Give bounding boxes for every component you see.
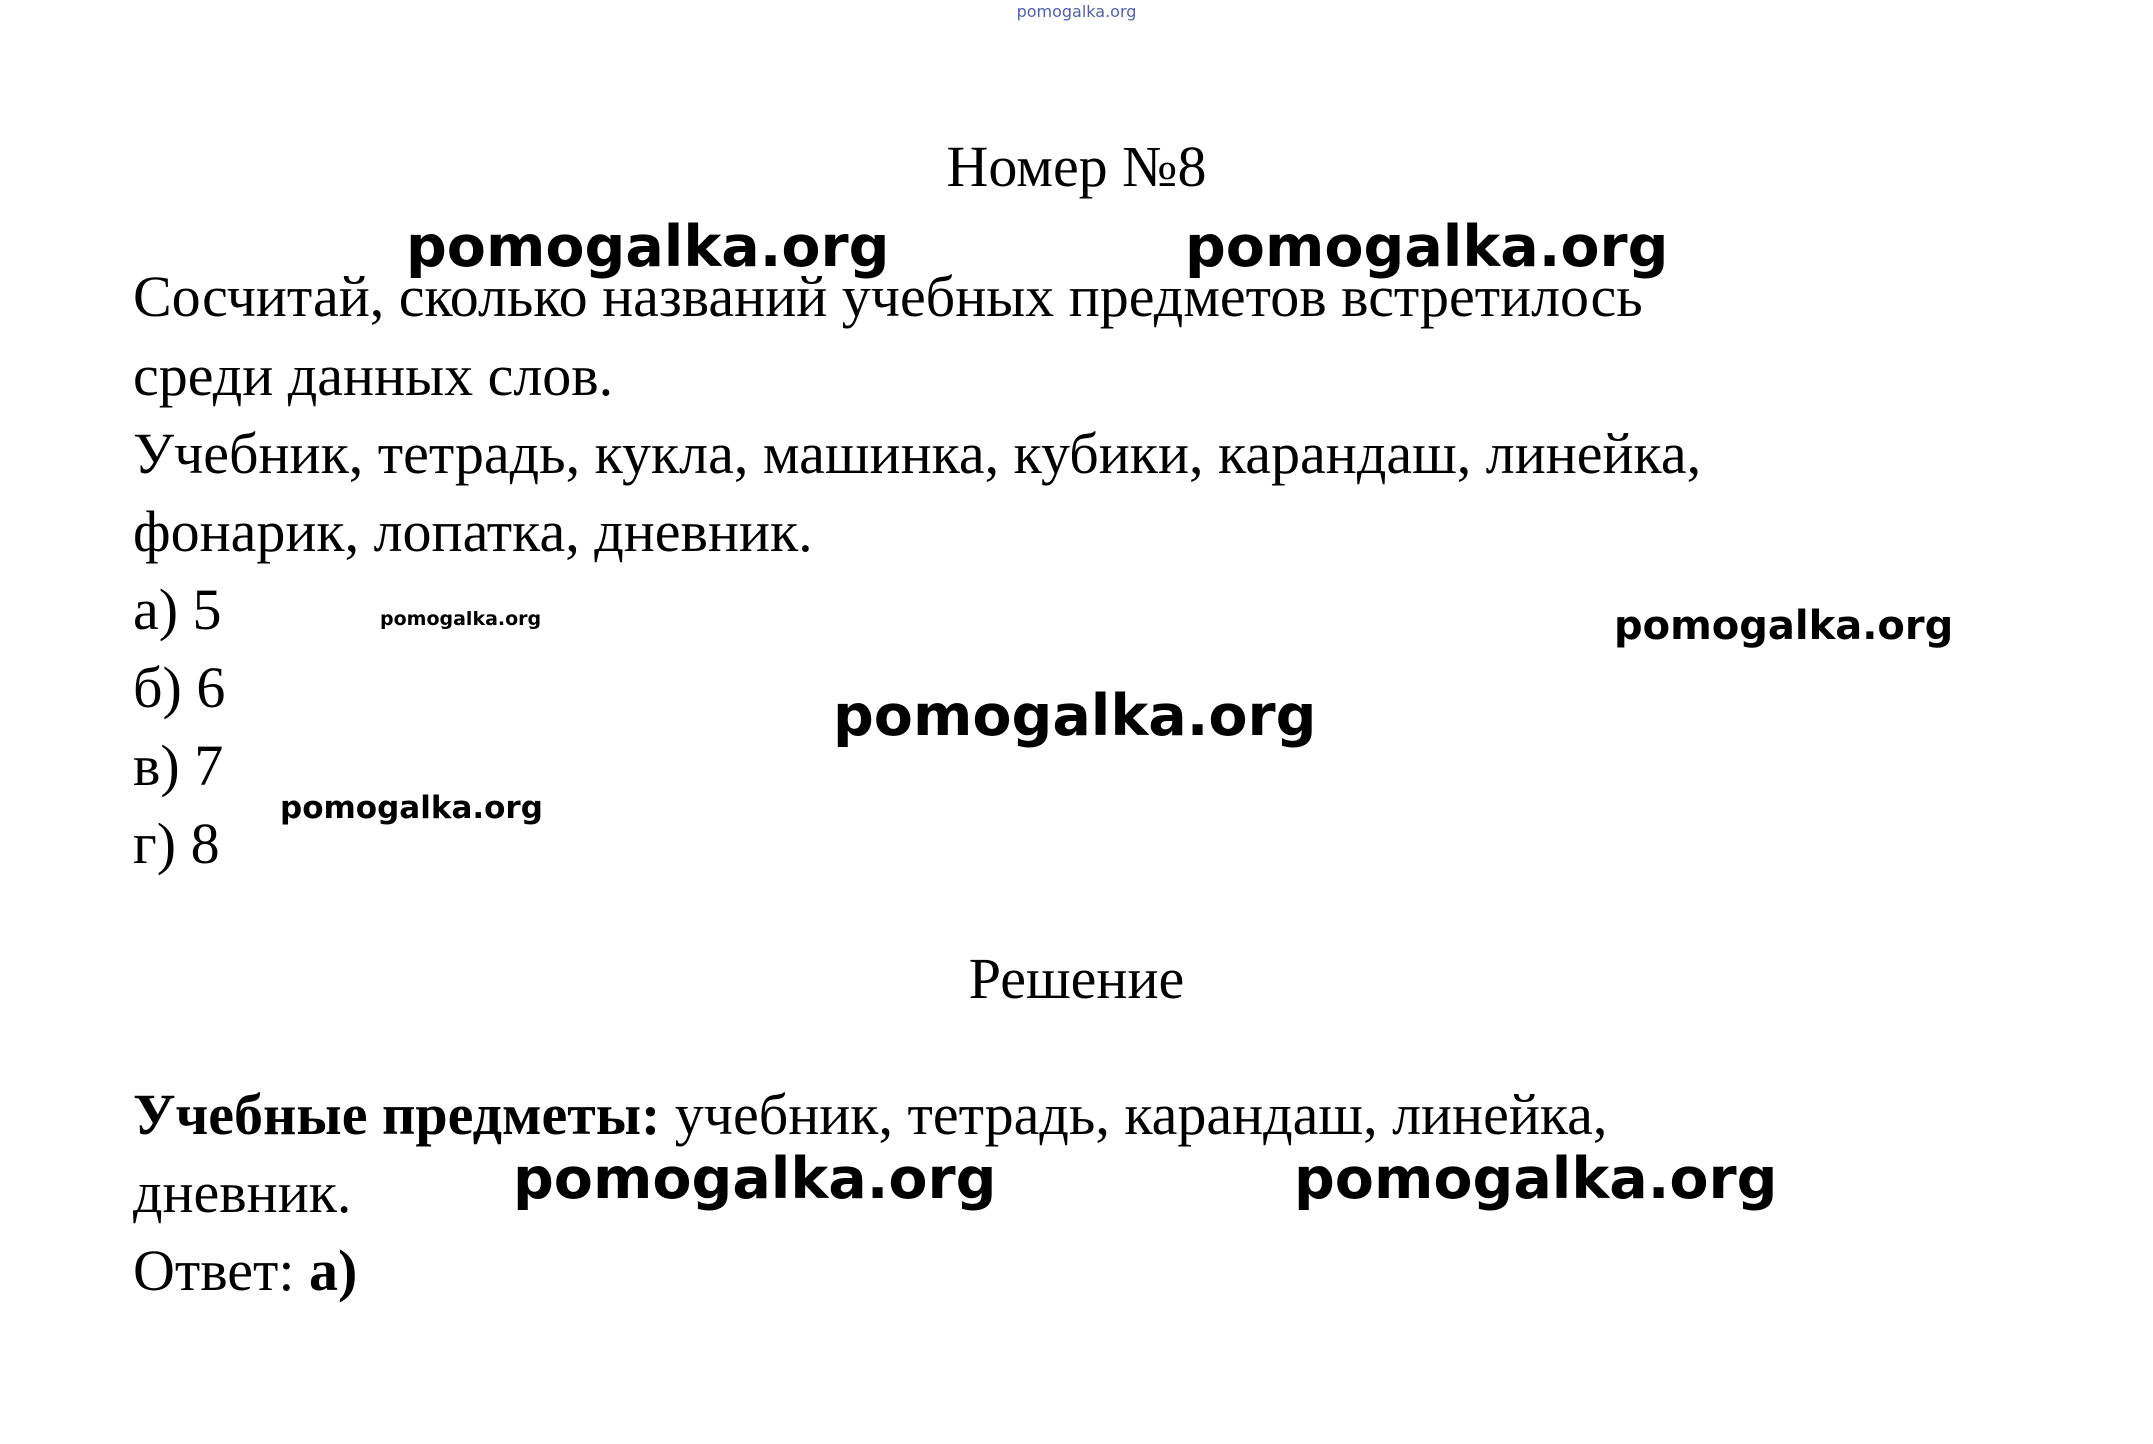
watermark: pomogalka.org bbox=[380, 608, 542, 630]
solution-items: учебник, тетрадь, карандаш, линейка, bbox=[660, 1082, 1608, 1147]
answer-label: Ответ: bbox=[133, 1238, 309, 1303]
watermark: pomogalka.org bbox=[1185, 214, 1669, 280]
question-line-1: Сосчитай, сколько названий учебных предметов встретилось bbox=[133, 264, 1643, 329]
solution-label: Учебные предметы: bbox=[133, 1082, 661, 1147]
question-line-4: фонарик, лопатка, дневник. bbox=[133, 499, 813, 564]
question-line-3: Учебник, тетрадь, кукла, машинка, кубики, карандаш, линейка, bbox=[133, 421, 1702, 486]
question-line-2: среди данных слов. bbox=[133, 343, 614, 408]
option-d: г) 8 bbox=[133, 811, 220, 876]
option-c: в) 7 bbox=[133, 733, 224, 798]
watermark: pomogalka.org bbox=[833, 683, 1317, 749]
watermark: pomogalka.org bbox=[513, 1146, 997, 1212]
watermark: pomogalka.org bbox=[406, 214, 890, 280]
solution-heading: Решение bbox=[968, 946, 1185, 1011]
watermark: pomogalka.org bbox=[280, 790, 543, 826]
solution-line-2: дневник. bbox=[133, 1160, 352, 1225]
page-title: Номер №8 bbox=[946, 134, 1207, 199]
answer-line bbox=[133, 1232, 357, 1310]
answer-value: а) bbox=[308, 1238, 358, 1303]
header-watermark: pomogalka.org bbox=[1016, 2, 1137, 21]
solution-line-1 bbox=[133, 1076, 1607, 1154]
option-b: б) 6 bbox=[133, 655, 226, 720]
watermark: pomogalka.org bbox=[1614, 603, 1954, 649]
watermark: pomogalka.org bbox=[1294, 1146, 1778, 1212]
option-a: а) 5 bbox=[133, 577, 222, 642]
